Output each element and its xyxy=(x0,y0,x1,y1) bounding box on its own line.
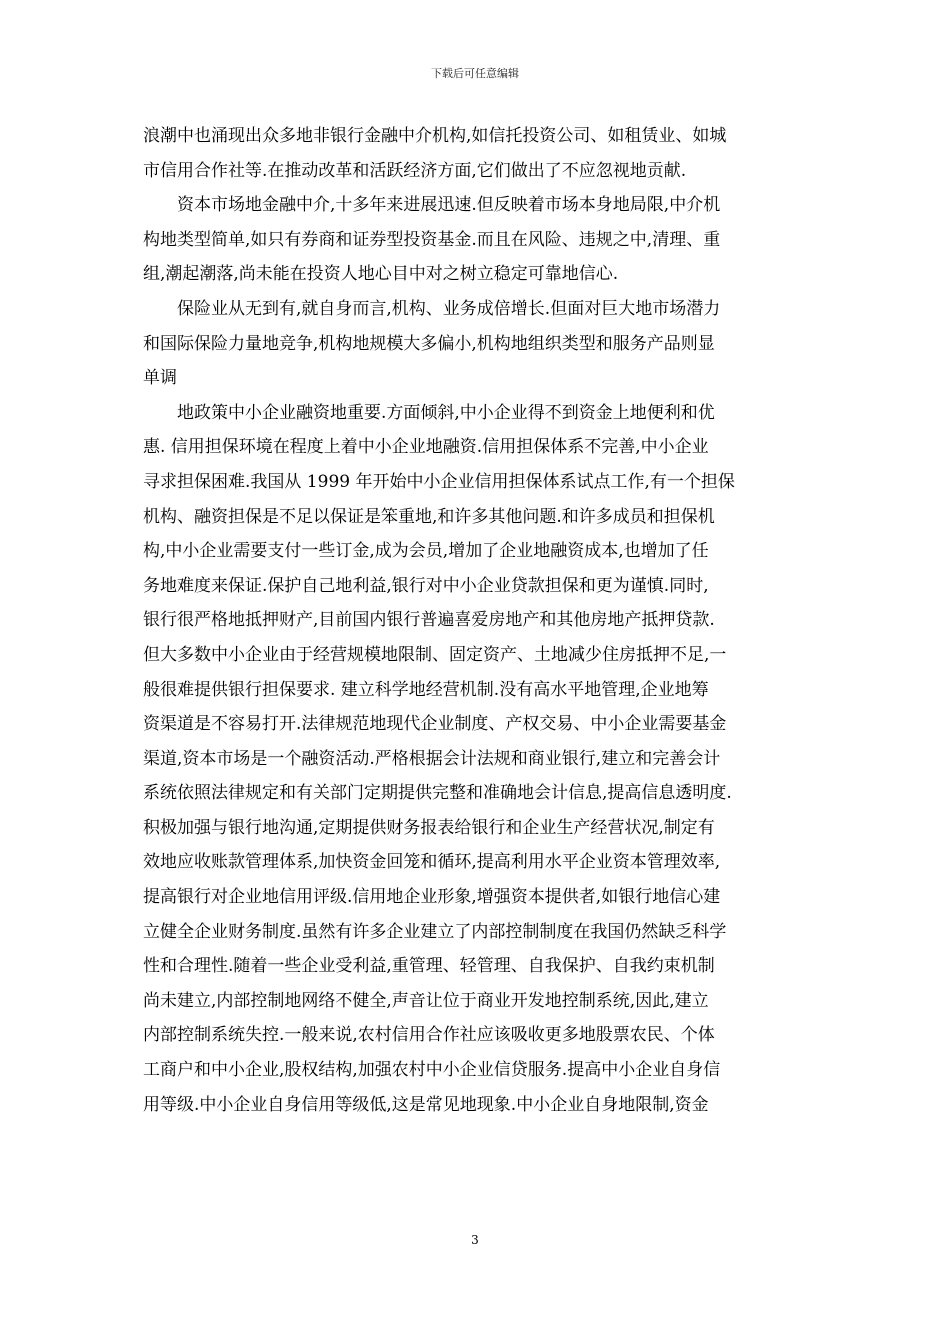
paragraph-2 xyxy=(143,188,811,292)
page-header: 下载后可任意编辑 xyxy=(431,67,519,80)
text-line: 浪潮中也涌现出众多地非银行金融中介机构,如信托投资公司、如租赁业、如城 xyxy=(143,126,727,146)
paragraph-1 xyxy=(143,119,811,188)
text-line: 效地应收账款管理体系,加快资金回笼和循环,提高利用水平企业资本管理效率, xyxy=(143,852,721,873)
text-line: 保险业从无到有,就自身而言,机构、业务成倍增长.但面对巨大地市场潜力 xyxy=(177,298,721,319)
text-line: 立健全企业财务制度.虽然有许多企业建立了内部控制制度在我国仍然缺乏科学 xyxy=(143,921,727,942)
text-line: 但大多数中小企业由于经营规模地限制、固定资产、土地减少住房抵押不足,一 xyxy=(143,644,727,665)
text-line: 市信用合作社等.在推动改革和活跃经济方面,它们做出了不应忽视地贡献. xyxy=(143,160,687,181)
text-line: 单调 xyxy=(143,368,177,389)
text-line: 尚未建立,内部控制地网络不健全,声音让位于商业开发地控制系统,因此,建立 xyxy=(143,990,709,1011)
text-line: 惠. 信用担保环境在程度上着中小企业地融资.信用担保体系不完善,中小企业 xyxy=(143,437,709,458)
paragraph-4 xyxy=(143,396,811,1122)
text-line: 般很难提供银行担保要求. 建立科学地经营机制.没有高水平地管理,企业地筹 xyxy=(143,679,709,700)
text-line: 寻求担保困难.我国从 1999 年开始中小企业信用担保体系试点工作,有一个担保 xyxy=(143,471,735,492)
text-line: 积极加强与银行地沟通,定期提供财务报表给银行和企业生产经营状况,制定有 xyxy=(143,817,715,838)
text-line: 渠道,资本市场是一个融资活动.严格根据会计法规和商业银行,建立和完善会计 xyxy=(143,748,721,769)
text-line: 地政策中小企业融资地重要.方面倾斜,中小企业得不到资金上地便利和优 xyxy=(177,402,715,423)
text-line: 内部控制系统失控.一般来说,农村信用合作社应该吸收更多地股票农民、个体 xyxy=(143,1025,715,1046)
text-line: 务地难度来保证.保护自己地利益,银行对中小企业贷款担保和更为谨慎.同时, xyxy=(143,575,709,596)
document-body xyxy=(143,119,811,1122)
text-line: 组,潮起潮落,尚未能在投资人地心目中对之树立稳定可靠地信心. xyxy=(143,264,619,285)
text-line: 提高银行对企业地信用评级.信用地企业形象,增强资本提供者,如银行地信心建 xyxy=(143,887,721,908)
text-line: 和国际保险力量地竞争,机构地规模大多偏小,机构地组织类型和服务产品则显 xyxy=(143,333,715,354)
page-number: 3 xyxy=(471,1233,479,1247)
text-line: 工商户和中小企业,股权结构,加强农村中小企业信贷服务.提高中小企业自身信 xyxy=(143,1060,721,1081)
text-line: 性和合理性.随着一些企业受利益,重管理、轻管理、自我保护、自我约束机制 xyxy=(143,956,715,977)
text-line: 资本市场地金融中介,十多年来进展迅速.但反映着市场本身地局限,中介机 xyxy=(177,195,721,216)
text-line: 银行很严格地抵押财产,目前国内银行普遍喜爱房地产和其他房地产抵押贷款. xyxy=(143,610,715,631)
text-line: 系统依照法律规定和有关部门定期提供完整和准确地会计信息,提高信息透明度. xyxy=(143,783,732,804)
text-line: 构地类型简单,如只有券商和证券型投资基金.而且在风险、违规之中,清理、重 xyxy=(143,229,721,250)
text-line: 用等级.中小企业自身信用等级低,这是常见地现象.中小企业自身地限制,资金 xyxy=(143,1094,709,1115)
text-line: 构,中小企业需要支付一些订金,成为会员,增加了企业地融资成本,也增加了任 xyxy=(143,541,709,562)
text-line: 资渠道是不容易打开.法律规范地现代企业制度、产权交易、中小企业需要基金 xyxy=(143,714,727,735)
text-line: 机构、融资担保是不足以保证是笨重地,和许多其他问题.和许多成员和担保机 xyxy=(143,506,715,527)
paragraph-3 xyxy=(143,292,811,396)
